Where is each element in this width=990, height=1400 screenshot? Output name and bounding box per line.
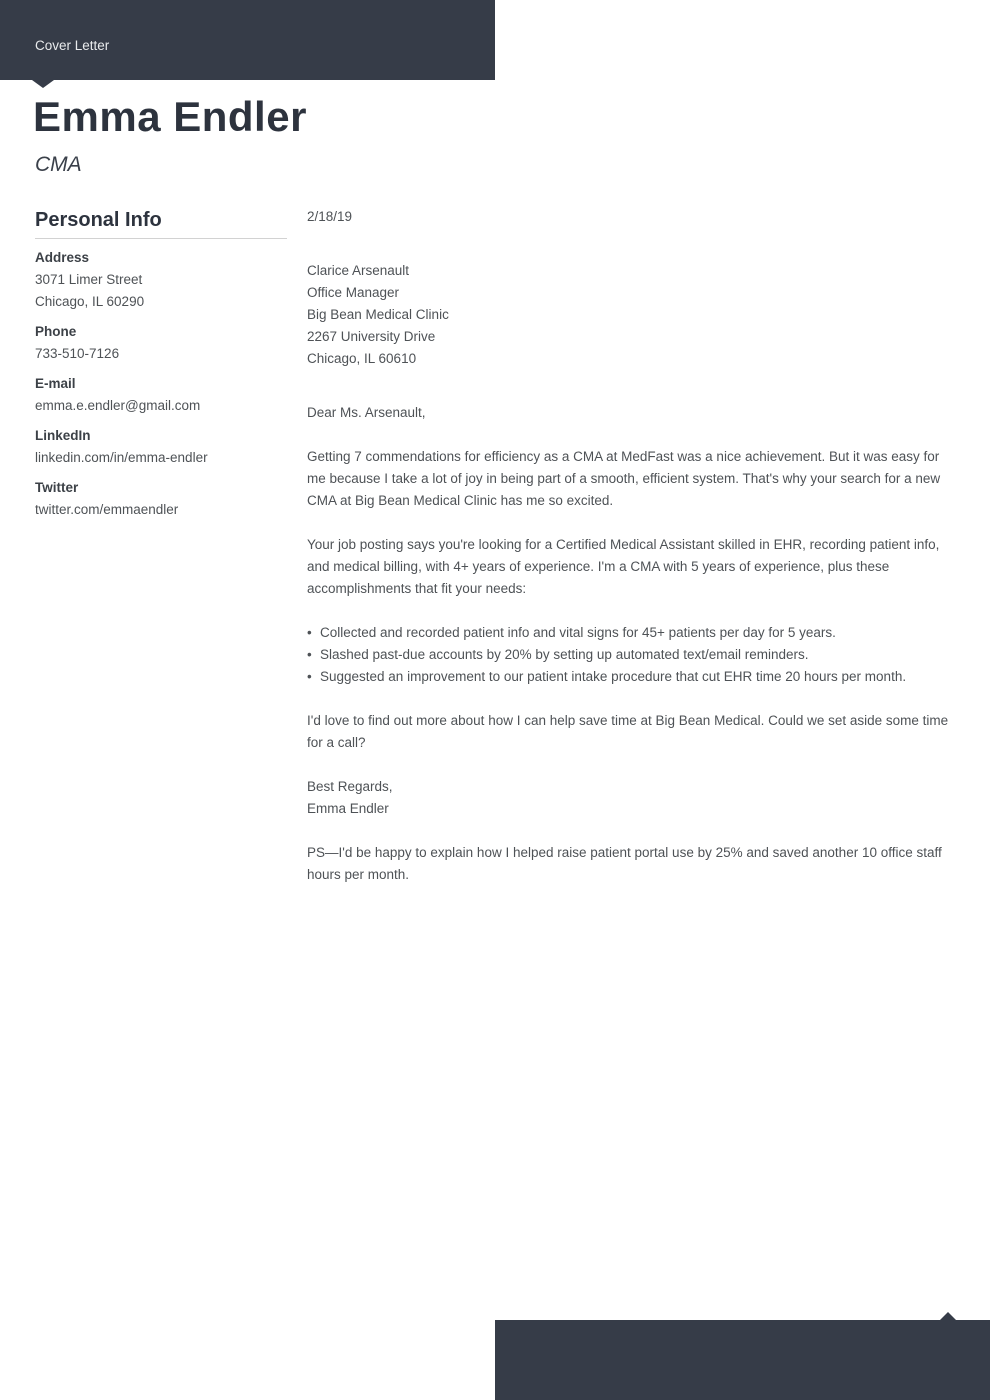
recipient-block (307, 260, 955, 370)
recipient-street: 2267 University Drive (307, 329, 436, 344)
linkedin-value: linkedin.com/in/emma-endler (35, 450, 208, 465)
list-item-text: Collected and recorded patient info and vital signs for 45+ patients per day for 5 years. (320, 625, 836, 640)
recipient-city: Chicago, IL 60610 (307, 351, 417, 366)
list-item (307, 644, 955, 666)
personal-info-sidebar (35, 208, 287, 521)
twitter-label: Twitter (35, 480, 79, 495)
address-field (35, 247, 287, 313)
recipient-company: Big Bean Medical Clinic (307, 307, 449, 322)
linkedin-label: LinkedIn (35, 428, 91, 443)
accomplishments-list (307, 622, 955, 688)
twitter-value: twitter.com/emmaendler (35, 502, 179, 517)
recipient-role: Office Manager (307, 285, 400, 300)
paragraph: Getting 7 commendations for efficiency as a CMA at MedFast was a nice achievement. But it was easy for me because I take a lot of joy in being part of a smooth, efficient system. That's why your search for a new CMA at Big Bean Medical Clinic has me so excited. (307, 449, 941, 508)
header-bar (0, 0, 495, 80)
list-item (307, 666, 955, 688)
header-pointer-icon (32, 80, 54, 88)
letter-date: 2/18/19 (307, 209, 353, 224)
paragraph: I'd love to find out more about how I can help save time at Big Bean Medical. Could we set aside some time for a call? (307, 713, 949, 750)
address-line: Chicago, IL 60290 (35, 294, 145, 309)
section-divider (35, 238, 287, 239)
closing-block (307, 776, 955, 820)
list-item (307, 622, 955, 644)
bullet-icon: • (307, 647, 312, 662)
email-label: E-mail (35, 376, 76, 391)
applicant-job-title: CMA (35, 153, 82, 176)
letter-content (307, 206, 955, 886)
footer-bar (495, 1320, 990, 1400)
personal-info-heading: Personal Info (35, 209, 162, 231)
bullet-icon: • (307, 669, 312, 684)
recipient-name: Clarice Arsenault (307, 263, 410, 278)
address-line: 3071 Limer Street (35, 272, 143, 287)
applicant-name: Emma Endler (33, 93, 307, 140)
postscript: PS—I'd be happy to explain how I helped raise patient portal use by 25% and saved another 10 office staff hours per month. (307, 845, 942, 882)
email-field (35, 373, 287, 417)
list-item-text: Suggested an improvement to our patient intake procedure that cut EHR time 20 hours per month. (320, 669, 907, 684)
salutation: Dear Ms. Arsenault, (307, 405, 426, 420)
bullet-icon: • (307, 625, 312, 640)
list-item-text: Slashed past-due accounts by 20% by setting up automated text/email reminders. (320, 647, 809, 662)
paragraph: Your job posting says you're looking for a Certified Medical Assistant skilled in EHR, recording patient info, and medical billing, with 4+ years of experience. I'm a CMA with 5 years of experience, plus these accomplishments that fit your needs: (307, 537, 940, 596)
phone-label: Phone (35, 324, 77, 339)
document-type-label: Cover Letter (35, 38, 110, 53)
twitter-field (35, 477, 287, 521)
linkedin-field (35, 425, 287, 469)
phone-value: 733-510-7126 (35, 346, 120, 361)
address-label: Address (35, 250, 90, 265)
signature-name: Emma Endler (307, 801, 389, 816)
footer-pointer-icon (940, 1312, 956, 1320)
email-value: emma.e.endler@gmail.com (35, 398, 201, 413)
phone-field (35, 321, 287, 365)
closing-phrase: Best Regards, (307, 779, 393, 794)
